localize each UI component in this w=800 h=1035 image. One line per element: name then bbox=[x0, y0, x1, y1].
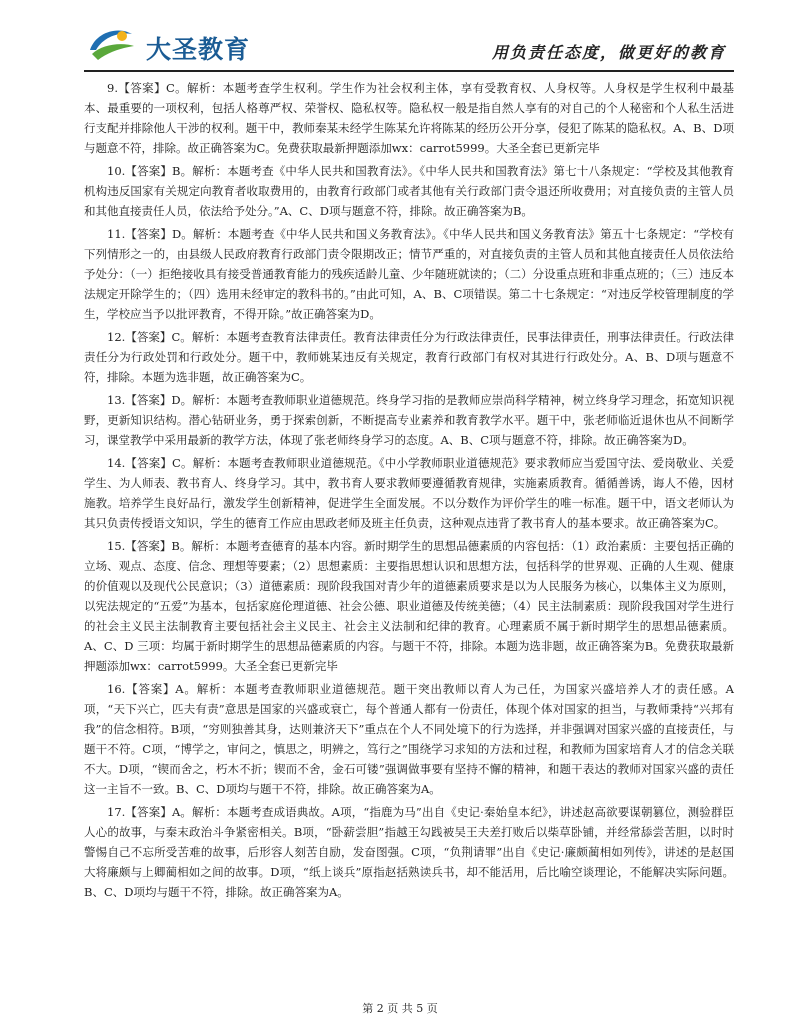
answer-paragraph-11: 11.【答案】D。解析：本题考查《中华人民共和国义务教育法》。《中华人民共和国义务教育法》第五十七条规定：“学校有下列情形之一的，由县级人民政府教育行政部门责令限期改正；情节严重的，对直接负责的主管人员和其他直接责任人员依法给予处分：（一）拒绝接收具有接受普通教育能力的残疾适龄儿童、少年随班就读的；（二）分设重点班和非重点班的；（三）违反本法规定开除学生的；（四）选用未经审定的教科书的。”由此可知，A、B、C项错误。第二十七条规定：“对违反学校管理制度的学生，学校应当予以批评教育，不得开除。”故正确答案为D。 bbox=[84, 227, 734, 321]
answer-paragraph-9: 9.【答案】C。解析：本题考查学生权利。学生作为社会权利主体，享有受教育权、人身权等。人身权是学生权利中最基本、最重要的一项权利，包括人格尊严权、荣誉权、隐私权等。隐私权一般是指自然人享有的对自己的个人秘密和个人私生活进行支配并排除他人干涉的权利。题干中，教师秦某未经学生陈某允许将陈某的经历公开分享，侵犯了陈某的隐私权。A、B、D项与题意不符，排除。故正确答案为C。免费获取最新押题添加wx：carrot5999。大圣全套已更新完毕 bbox=[84, 81, 734, 155]
answer-explanations bbox=[84, 78, 734, 905]
answer-paragraph-15: 15.【答案】B。解析：本题考查德育的基本内容。新时期学生的思想品德素质的内容包括：（1）政治素质：主要包括正确的立场、观点、态度、信念、理想等要素；（2）思想素质：主要指思想认识和思想方法，包括科学的世界观、正确的人生观、健康的价值观以及现代公民意识；（3）道德素质：现阶段我国对青少年的道德素质要求是以为人民服务为核心，以集体主义为原则，以宪法规定的“五爱”为基本，包括家庭伦理道德、社会公德、职业道德及传统美德；（4）民主法制素质：现阶段我国对学生进行的社会主义民主法制教育主要包括社会主义民主、社会主义法制和纪律的教育。心理素质不属于新时期学生的思想品德素质。A、C、D 三项：均属于新时期学生的思想品德素质的内容。与题干不符，排除。本题为选非题，故正确答案为B。免费获取最新押题添加wx：carrot5999。大圣全套已更新完毕 bbox=[84, 539, 734, 673]
header-slogan: 用负责任态度，做更好的教育 bbox=[491, 43, 726, 62]
header-divider bbox=[84, 70, 734, 72]
answer-paragraph-13: 13.【答案】D。解析：本题考查教师职业道德规范。终身学习指的是教师应崇尚科学精神，树立终身学习理念，拓宽知识视野，更新知识结构。潜心钻研业务，勇于探索创新，不断提高专业素养和教育教学水平。题干中，张老师临近退休也从不间断学习，课堂教学中采用最新的教学方法，体现了张老师终身学习的态度。A、B、C项与题意不符，排除。故正确答案为D。 bbox=[84, 393, 734, 447]
brand-name: 大圣教育 bbox=[146, 35, 251, 64]
answer-paragraph-17: 17.【答案】A。解析：本题考查成语典故。A项，“指鹿为马”出自《史记·秦始皇本纪》，讲述赵高欲要谋朝篡位，测验群臣人心的故事，与秦末政治斗争紧密相关。B项，“卧薪尝胆”指越王勾践被吴王夫差打败后以柴草卧铺，并经常舔尝苦胆，以时时警惕自己不忘所受苦难的故事，后形容人刻苦自励，发奋图强。C项，“负荆请罪”出自《史记·廉颇蔺相如列传》，讲述的是赵国大将廉颇与上卿蔺相如之间的故事。D项，“纸上谈兵”原指赵括熟读兵书，却不能活用，后比喻空谈理论，不能解决实际问题。B、C、D项均与题干不符，排除。故正确答案为A。 bbox=[84, 805, 734, 899]
answer-paragraph-12: 12.【答案】C。解析：本题考查教育法律责任。教育法律责任分为行政法律责任，民事法律责任，刑事法律责任。行政法律责任分为行政处罚和行政处分。题干中，教师姚某违反有关规定，教育行政部门有权对其进行行政处分。A、B、D项与题意不符，排除。本题为选非题，故正确答案为C。 bbox=[84, 330, 734, 384]
answer-paragraph-10: 10.【答案】B。解析：本题考查《中华人民共和国教育法》。《中华人民共和国教育法》第七十八条规定：“学校及其他教育机构违反国家有关规定向教育者收取费用的，由教育行政部门或者其他有关行政部门责令退还所收费用；对直接负责的主管人员和其他直接责任人员，依法给予处分。”A、C、D项与题意不符，排除。故正确答案为B。 bbox=[84, 164, 734, 218]
answer-paragraph-16: 16.【答案】A。解析：本题考查教师职业道德规范。题干突出教师以育人为己任，为国家兴盛培养人才的责任感。A项，“天下兴亡，匹夫有责”意思是国家的兴盛或衰亡，每个普通人都有一份责任，体现个体对国家的担当，与教师秉持“兴邦有我”的信念相符。B项，“穷则独善其身，达则兼济天下”重点在个人不同处境下的行为选择，并非强调对国家兴盛的直接责任，与题干不符。C项，“博学之，审问之，慎思之，明辨之，笃行之”围绕学习求知的方法和过程，和教师为国家培育人才的信念关联不大。D项，“锲而舍之，朽木不折；锲而不舍，金石可镂”强调做事要有坚持不懈的精神，和题干表达的教师对国家兴盛的责任这一主旨不一致。B、C、D项均与题干不符，排除。故正确答案为A。 bbox=[84, 682, 734, 796]
brand-logo-icon bbox=[86, 24, 138, 64]
page-indicator: 第 2 页 共 5 页 bbox=[362, 1002, 438, 1015]
answer-paragraph-14: 14.【答案】C。解析：本题考查教师职业道德规范。《中小学教师职业道德规范》要求教师应当爱国守法、爱岗敬业、关爱学生、为人师表、教书育人、终身学习。其中，教书育人要求教师要遵循教育规律，实施素质教育。循循善诱，诲人不倦，因材施教。培养学生良好品行，激发学生创新精神，促进学生全面发展。不以分数作为评价学生的唯一标准。题干中，语文老师认为其只负责传授语文知识，学生的德育工作应由思政老师及班主任负责，这种观点违背了教书育人的基本要求。故正确答案为C。 bbox=[84, 456, 734, 530]
page-header bbox=[0, 0, 800, 78]
